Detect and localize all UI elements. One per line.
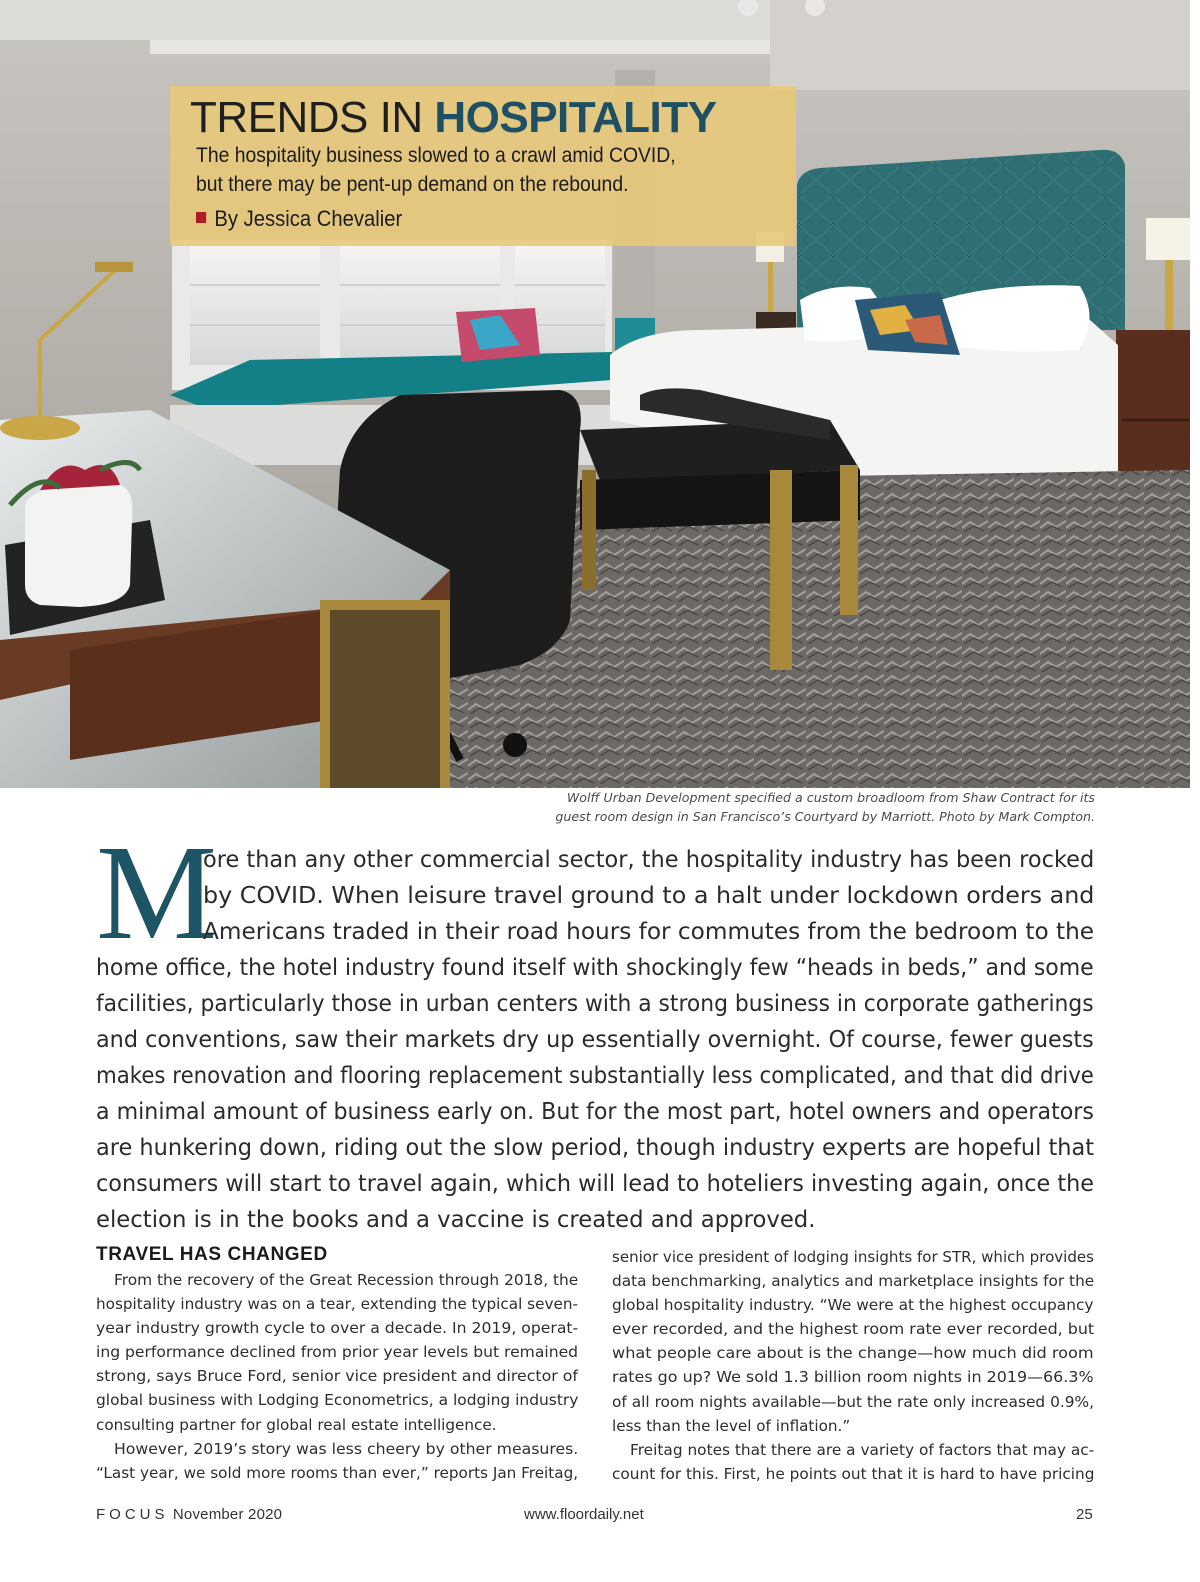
body-line: hospitality industry was on a tear, extending the typical seven-	[96, 1295, 578, 1314]
article-deck	[196, 141, 727, 199]
lead-line: and conventions, saw their markets dry up essentially overnight. Of course, fewer guests	[96, 1025, 1094, 1053]
magazine-name: FOCUS	[96, 1506, 169, 1523]
footer-issue	[96, 1505, 282, 1525]
body-line: ing performance declined from prior year levels but remained	[96, 1343, 579, 1362]
lead-line: Americans traded in their road hours for commutes from the bedroom to the	[203, 917, 1095, 945]
body-line: year industry growth cycle to over a decade. In 2019, operat-	[96, 1319, 579, 1338]
lead-line: facilities, particularly those in urban centers with a strong business in corporate gatherings	[96, 989, 1094, 1017]
issue-date: November 2020	[172, 1506, 283, 1523]
article-title-bold: HOSPITALITY	[434, 93, 717, 142]
article-column-left	[96, 1242, 578, 1485]
photo-caption	[420, 789, 1095, 826]
body-line: of all room nights available—but the rate only increased 0.9%,	[612, 1392, 1095, 1411]
body-line: However, 2019’s story was less cheery by other measures.	[113, 1439, 579, 1458]
body-line: “Last year, we sold more rooms than ever,” reports Jan Freitag,	[96, 1463, 579, 1482]
body-line: consulting partner for global real estate intelligence.	[96, 1415, 497, 1434]
deck-line: but there may be pent-up demand on the rebound.	[196, 172, 629, 196]
body-line: rates go up? We sold 1.3 billion room nights in 2019—66.3%	[612, 1368, 1094, 1387]
lead-line: election is in the books and a vaccine is created and approved.	[96, 1205, 816, 1233]
article-title-light: TRENDS IN	[190, 93, 435, 142]
article-title	[190, 92, 717, 144]
body-line: data benchmarking, analytics and marketplace insights for the	[612, 1272, 1095, 1291]
body-line: senior vice president of lodging insights for STR, which provides	[612, 1248, 1094, 1266]
body-line: global business with Lodging Econometrics, a lodging industry	[96, 1391, 579, 1410]
body-line: From the recovery of the Great Recession through 2018, the	[113, 1271, 579, 1289]
section-heading: TRAVEL HAS CHANGED	[96, 1244, 328, 1265]
lead-line: makes renovation and flooring replacement substantially less complicated, and that did drive	[96, 1061, 1094, 1089]
byline-text: By Jessica Chevalier	[214, 206, 403, 231]
body-line: count for this. First, he points out that it is hard to have pricing	[612, 1464, 1095, 1483]
byline	[196, 205, 402, 233]
body-line: strong, says Bruce Ford, senior vice president and director of	[96, 1367, 578, 1386]
caption-line: guest room design in San Francisco’s Courtyard by Marriott. Photo by Mark Compton.	[555, 808, 1095, 824]
body-line: less than the level of inflation.”	[612, 1416, 851, 1435]
body-line: Freitag notes that there are a variety of factors that may ac-	[629, 1440, 1095, 1459]
body-line: global hospitality industry. “We were at the highest occupancy	[612, 1296, 1094, 1315]
bullet-square-icon	[196, 212, 206, 223]
title-banner	[170, 86, 796, 246]
article-column-right	[612, 1245, 1094, 1486]
deck-line: The hospitality business slowed to a crawl amid COVID,	[196, 143, 676, 167]
page-number: 25	[1076, 1506, 1093, 1523]
footer-website[interactable]: www.floordaily.net	[524, 1506, 644, 1523]
lead-line: a minimal amount of business early on. But for the most part, hotel owners and operators	[96, 1097, 1094, 1125]
lead-line: are hunkering down, riding out the slow period, though industry experts are hopeful that	[96, 1133, 1095, 1161]
lead-line: by COVID. When leisure travel ground to a halt under lockdown orders and	[203, 881, 1095, 909]
body-line: ever recorded, and the highest room rate ever recorded, but	[612, 1320, 1095, 1339]
drop-cap: M	[96, 818, 217, 968]
body-line: what people care about is the change—how much did room	[612, 1344, 1094, 1363]
caption-line: Wolff Urban Development specified a custom broadloom from Shaw Contract for its	[566, 790, 1095, 805]
lead-line: consumers will start to travel again, which will lead to hoteliers investing again, once the	[96, 1169, 1095, 1197]
lead-line: ore than any other commercial sector, the hospitality industry has been rocked	[203, 845, 1095, 873]
lead-line: home office, the hotel industry found itself with shockingly few “heads in beds,” and some	[96, 953, 1094, 981]
